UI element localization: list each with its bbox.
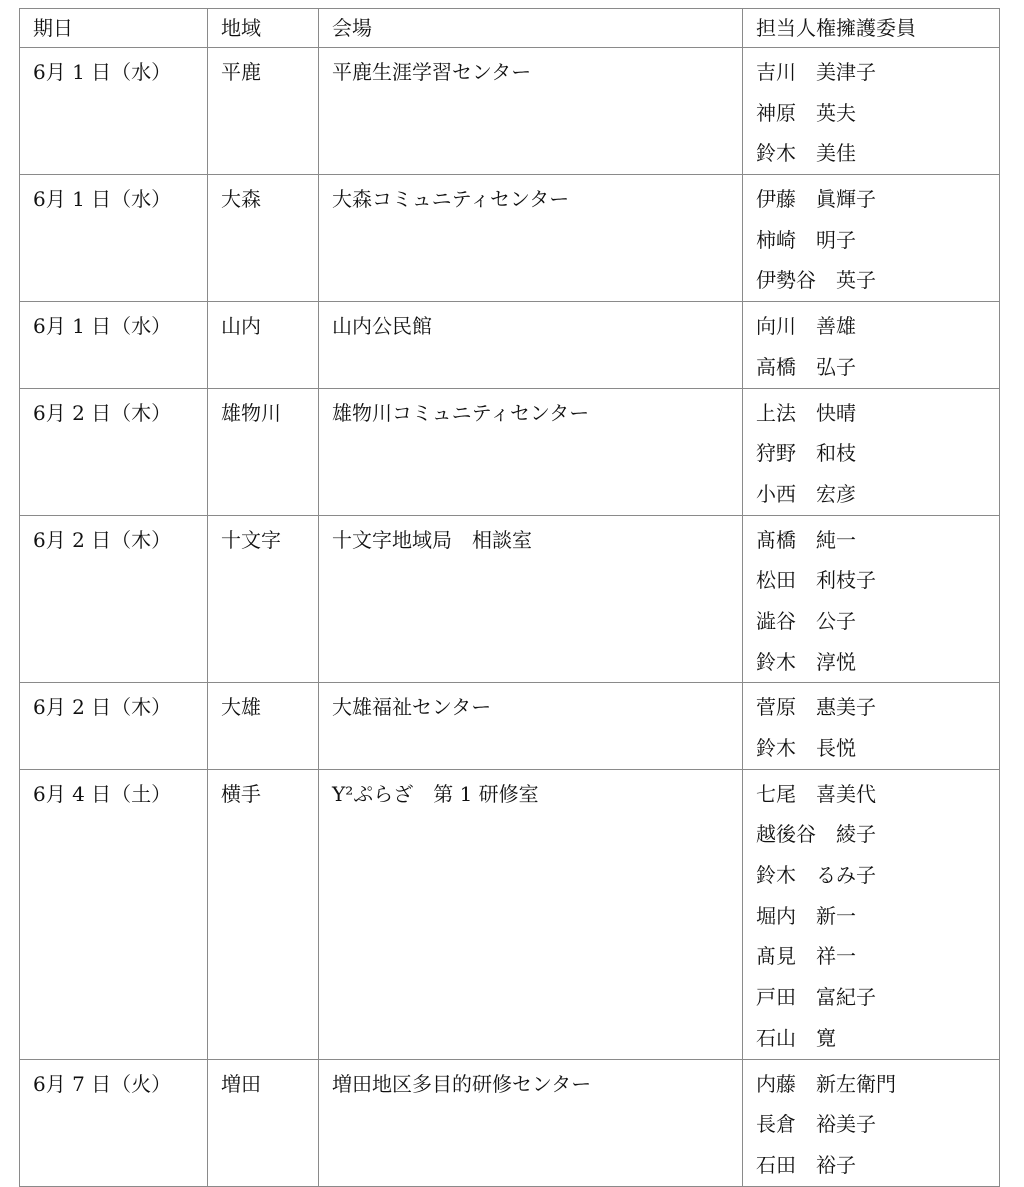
- venue-text: Y²ぷらざ 第 1 研修室: [332, 781, 539, 806]
- header-staff: 担当人権擁護委員: [743, 9, 1000, 48]
- date-text: 6月 1 日（水）: [33, 60, 172, 84]
- staff-name: 髙橋 純一: [756, 527, 856, 552]
- date-text: 6月 4 日（土）: [33, 781, 172, 806]
- venue-cell: [319, 515, 743, 683]
- area-text: 雄物川: [221, 400, 281, 425]
- table-row: [20, 769, 1000, 1059]
- area-text: 大雄: [221, 695, 261, 720]
- table-body: [20, 48, 1000, 1187]
- venue-cell: [319, 175, 743, 302]
- venue-text: 雄物川コミュニティセンター: [332, 400, 590, 425]
- staff-name: 神原 英夫: [756, 100, 856, 125]
- table-row: [20, 388, 1000, 515]
- venue-cell: [319, 302, 743, 388]
- staff-name: 菅原 惠美子: [756, 695, 876, 720]
- staff-name: 鈴木 淳悦: [756, 649, 856, 674]
- area-text: 横手: [221, 781, 261, 806]
- area-cell: [208, 48, 319, 175]
- venue-text: 増田地区多目的研修センター: [332, 1071, 592, 1096]
- area-text: 山内: [221, 314, 261, 339]
- staff-name: 伊藤 眞輝子: [756, 187, 876, 212]
- area-cell: [208, 388, 319, 515]
- table-row: [20, 515, 1000, 683]
- table-row: [20, 1059, 1000, 1186]
- staff-name: 鈴木 るみ子: [756, 863, 876, 888]
- staff-name: 鈴木 美佳: [756, 141, 856, 166]
- staff-name: 向川 善雄: [756, 314, 856, 339]
- venue-cell: [319, 388, 743, 515]
- staff-name: 松田 利枝子: [756, 568, 876, 593]
- venue-cell: [319, 1059, 743, 1186]
- table-row: [20, 302, 1000, 388]
- venue-text: 大雄福祉センター: [332, 695, 492, 720]
- venue-text: 平鹿生涯学習センター: [332, 60, 532, 84]
- staff-name: 長倉 裕美子: [756, 1112, 876, 1137]
- table-header: [20, 9, 1000, 48]
- staff-cell: [743, 769, 1000, 1059]
- date-cell: [20, 48, 208, 175]
- staff-name: 七尾 喜美代: [756, 781, 876, 806]
- table-row: [20, 683, 1000, 769]
- date-text: 6月 7 日（火）: [33, 1071, 172, 1096]
- staff-name: 高橋 弘子: [756, 354, 856, 379]
- venue-text: 大森コミュニティセンター: [332, 187, 570, 212]
- date-cell: [20, 1059, 208, 1186]
- date-text: 6月 2 日（木）: [33, 695, 172, 720]
- staff-name: 髙見 祥一: [756, 944, 856, 969]
- staff-name: 狩野 和枝: [756, 441, 856, 466]
- date-cell: [20, 302, 208, 388]
- venue-text: 山内公民館: [332, 314, 432, 339]
- staff-name: 石田 裕子: [756, 1152, 856, 1177]
- staff-cell: [743, 683, 1000, 769]
- area-text: 平鹿: [221, 60, 261, 84]
- staff-name: 小西 宏彦: [756, 481, 856, 506]
- date-cell: [20, 515, 208, 683]
- date-cell: [20, 388, 208, 515]
- area-text: 増田: [221, 1071, 261, 1096]
- staff-cell: [743, 515, 1000, 683]
- header-date: 期日: [20, 9, 208, 48]
- staff-name: 堀内 新一: [756, 903, 856, 928]
- table-row: [20, 175, 1000, 302]
- venue-text: 十文字地域局 相談室: [332, 527, 532, 552]
- table-row: [20, 48, 1000, 175]
- date-text: 6月 2 日（木）: [33, 527, 172, 552]
- area-cell: [208, 1059, 319, 1186]
- header-venue: 会場: [319, 9, 743, 48]
- staff-name: 鈴木 長悦: [756, 736, 856, 760]
- staff-cell: [743, 302, 1000, 388]
- staff-name: 戸田 富紀子: [756, 985, 876, 1010]
- staff-name: 伊勢谷 英子: [756, 268, 876, 293]
- area-text: 十文字: [221, 527, 281, 552]
- venue-cell: [319, 769, 743, 1059]
- area-cell: [208, 302, 319, 388]
- area-cell: [208, 175, 319, 302]
- staff-name: 越後谷 綾子: [756, 822, 876, 847]
- staff-name: 石山 寛: [756, 1025, 836, 1050]
- area-cell: [208, 769, 319, 1059]
- venue-cell: [319, 683, 743, 769]
- header-area: 地域: [208, 9, 319, 48]
- staff-name: 柿崎 明子: [756, 227, 856, 252]
- venue-cell: [319, 48, 743, 175]
- area-cell: [208, 515, 319, 683]
- staff-name: 澁谷 公子: [756, 608, 856, 633]
- header-row: [20, 9, 1000, 48]
- date-cell: [20, 175, 208, 302]
- area-text: 大森: [221, 187, 261, 212]
- staff-name: 吉川 美津子: [756, 60, 876, 84]
- staff-name: 内藤 新左衛門: [756, 1071, 896, 1096]
- date-cell: [20, 769, 208, 1059]
- staff-name: 上法 快晴: [756, 400, 856, 425]
- date-text: 6月 2 日（木）: [33, 400, 172, 425]
- date-text: 6月 1 日（水）: [33, 187, 172, 212]
- staff-cell: [743, 1059, 1000, 1186]
- area-cell: [208, 683, 319, 769]
- date-text: 6月 1 日（水）: [33, 314, 172, 339]
- staff-cell: [743, 388, 1000, 515]
- date-cell: [20, 683, 208, 769]
- schedule-table: [19, 8, 1000, 1187]
- staff-cell: [743, 175, 1000, 302]
- staff-cell: [743, 48, 1000, 175]
